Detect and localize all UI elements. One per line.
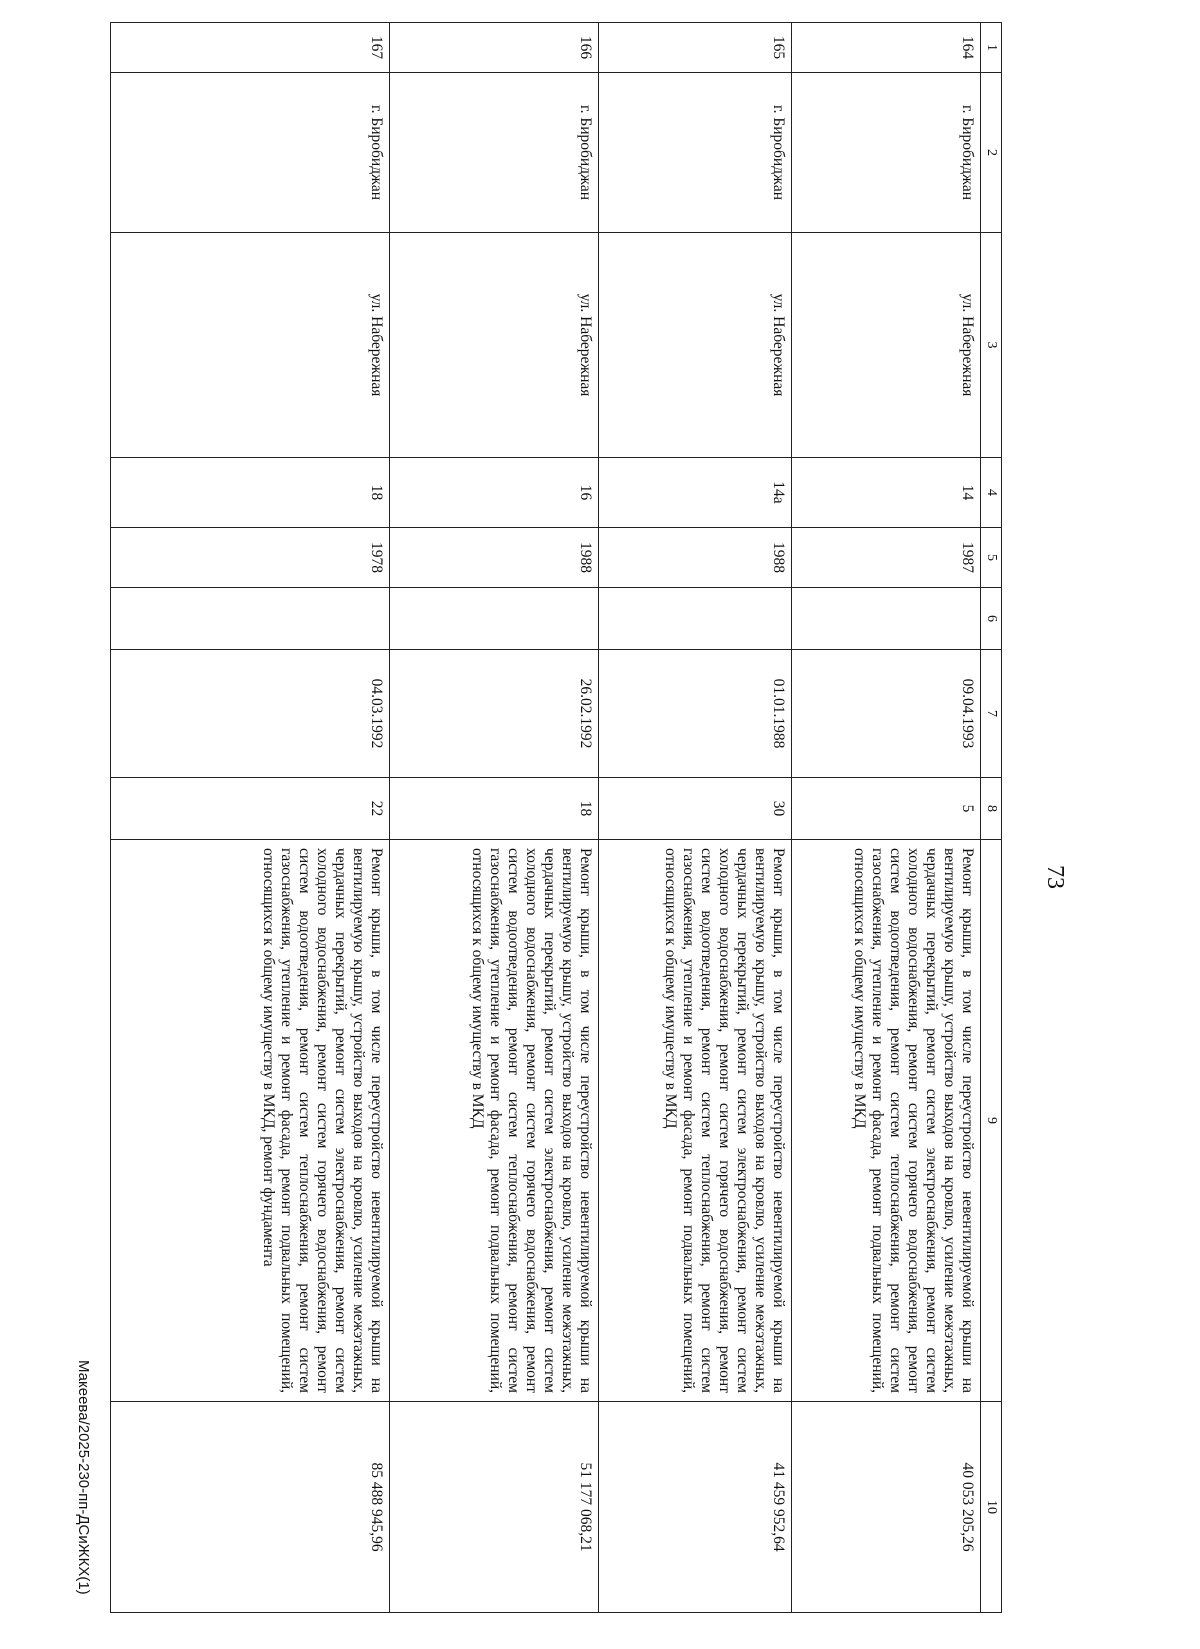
street-cell: ул. Набережная — [792, 233, 981, 458]
col6-cell — [792, 588, 981, 650]
city-cell: г. Биробиджан — [792, 73, 981, 233]
row-number: 165 — [599, 23, 792, 73]
header-cell: 9 — [981, 840, 1002, 1402]
header-cell: 7 — [981, 650, 1002, 778]
street-cell: ул. Набережная — [390, 233, 599, 458]
col6-cell — [390, 588, 599, 650]
house-cell: 16 — [390, 458, 599, 528]
header-cell: 8 — [981, 778, 1002, 840]
page-number: 73 — [1042, 865, 1068, 889]
col6-cell — [111, 588, 390, 650]
sum-cell: 85 488 945,96 — [111, 1402, 390, 1613]
table-row — [390, 23, 599, 1613]
col8-cell: 30 — [599, 778, 792, 840]
year-cell: 1978 — [111, 528, 390, 588]
table-header-row — [981, 23, 1002, 1613]
date-cell: 01.01.1988 — [599, 650, 792, 778]
header-cell: 6 — [981, 588, 1002, 650]
house-cell: 14 — [792, 458, 981, 528]
street-cell: ул. Набережная — [111, 233, 390, 458]
works-cell: Ремонт крыши, в том числе переустройство невентилируемой крыши на вентилируемую крышу, устройство выходов на кровлю, усиление межэтажных, чердачных перекрытий, ремонт систем электроснабжения, ремонт систем холодного водоснабжения, ремонт систем горячего водоснабжения, ремонт систем водоотведения, ремонт систем теплоснабжения, ремонт систем газоснабжения, утепление и ремонт фасада, ремонт подвальных помещений, относящихся к общему имуществу в МКД — [599, 840, 792, 1402]
sum-cell: 41 459 952,64 — [599, 1402, 792, 1613]
city-cell: г. Биробиджан — [111, 73, 390, 233]
header-cell: 4 — [981, 458, 1002, 528]
table-row — [599, 23, 792, 1613]
date-cell: 04.03.1992 — [111, 650, 390, 778]
header-cell: 3 — [981, 233, 1002, 458]
sum-cell: 51 177 068,21 — [390, 1402, 599, 1613]
year-cell: 1988 — [599, 528, 792, 588]
col6-cell — [599, 588, 792, 650]
works-cell: Ремонт крыши, в том числе переустройство невентилируемой крыши на вентилируемую крышу, устройство выходов на кровлю, усиление межэтажных, чердачных перекрытий, ремонт систем электроснабжения, ремонт систем холодного водоснабжения, ремонт систем горячего водоснабжения, ремонт систем водоотведения, ремонт систем теплоснабжения, ремонт систем газоснабжения, утепление и ремонт фасада, ремонт подвальных помещений, относящихся к общему имуществу в МКД, ремонт фундамента — [111, 840, 390, 1402]
row-number: 167 — [111, 23, 390, 73]
header-cell: 1 — [981, 23, 1002, 73]
city-cell: г. Биробиджан — [390, 73, 599, 233]
row-number: 166 — [390, 23, 599, 73]
col8-cell: 18 — [390, 778, 599, 840]
col8-cell: 5 — [792, 778, 981, 840]
table-row — [111, 23, 390, 1613]
works-cell: Ремонт крыши, в том числе переустройство невентилируемой крыши на вентилируемую крышу, устройство выходов на кровлю, усиление межэтажных, чердачных перекрытий, ремонт систем электроснабжения, ремонт систем холодного водоснабжения, ремонт систем горячего водоснабжения, ремонт систем водоотведения, ремонт систем теплоснабжения, ремонт систем газоснабжения, утепление и ремонт фасада, ремонт подвальных помещений, относящихся к общему имуществу в МКД — [390, 840, 599, 1402]
date-cell: 26.02.1992 — [390, 650, 599, 778]
date-cell: 09.04.1993 — [792, 650, 981, 778]
document-footer: Макеева/2025-230-пп-ДСиЖКХ(1) — [75, 1360, 92, 1595]
header-cell: 2 — [981, 73, 1002, 233]
sum-cell: 40 053 205,26 — [792, 1402, 981, 1613]
capital-repair-table — [108, 22, 1002, 1612]
header-cell: 10 — [981, 1402, 1002, 1613]
row-number: 164 — [792, 23, 981, 73]
city-cell: г. Биробиджан — [599, 73, 792, 233]
table-row — [792, 23, 981, 1613]
col8-cell: 22 — [111, 778, 390, 840]
year-cell: 1987 — [792, 528, 981, 588]
street-cell: ул. Набережная — [599, 233, 792, 458]
house-cell: 18 — [111, 458, 390, 528]
header-cell: 5 — [981, 528, 1002, 588]
year-cell: 1988 — [390, 528, 599, 588]
works-cell: Ремонт крыши, в том числе переустройство невентилируемой крыши на вентилируемую крышу, устройство выходов на кровлю, усиление межэтажных, чердачных перекрытий, ремонт систем электроснабжения, ремонт систем холодного водоснабжения, ремонт систем горячего водоснабжения, ремонт систем водоотведения, ремонт систем теплоснабжения, ремонт систем газоснабжения, утепление и ремонт фасада, ремонт подвальных помещений, относящихся к общему имуществу в МКД — [792, 840, 981, 1402]
house-cell: 14а — [599, 458, 792, 528]
